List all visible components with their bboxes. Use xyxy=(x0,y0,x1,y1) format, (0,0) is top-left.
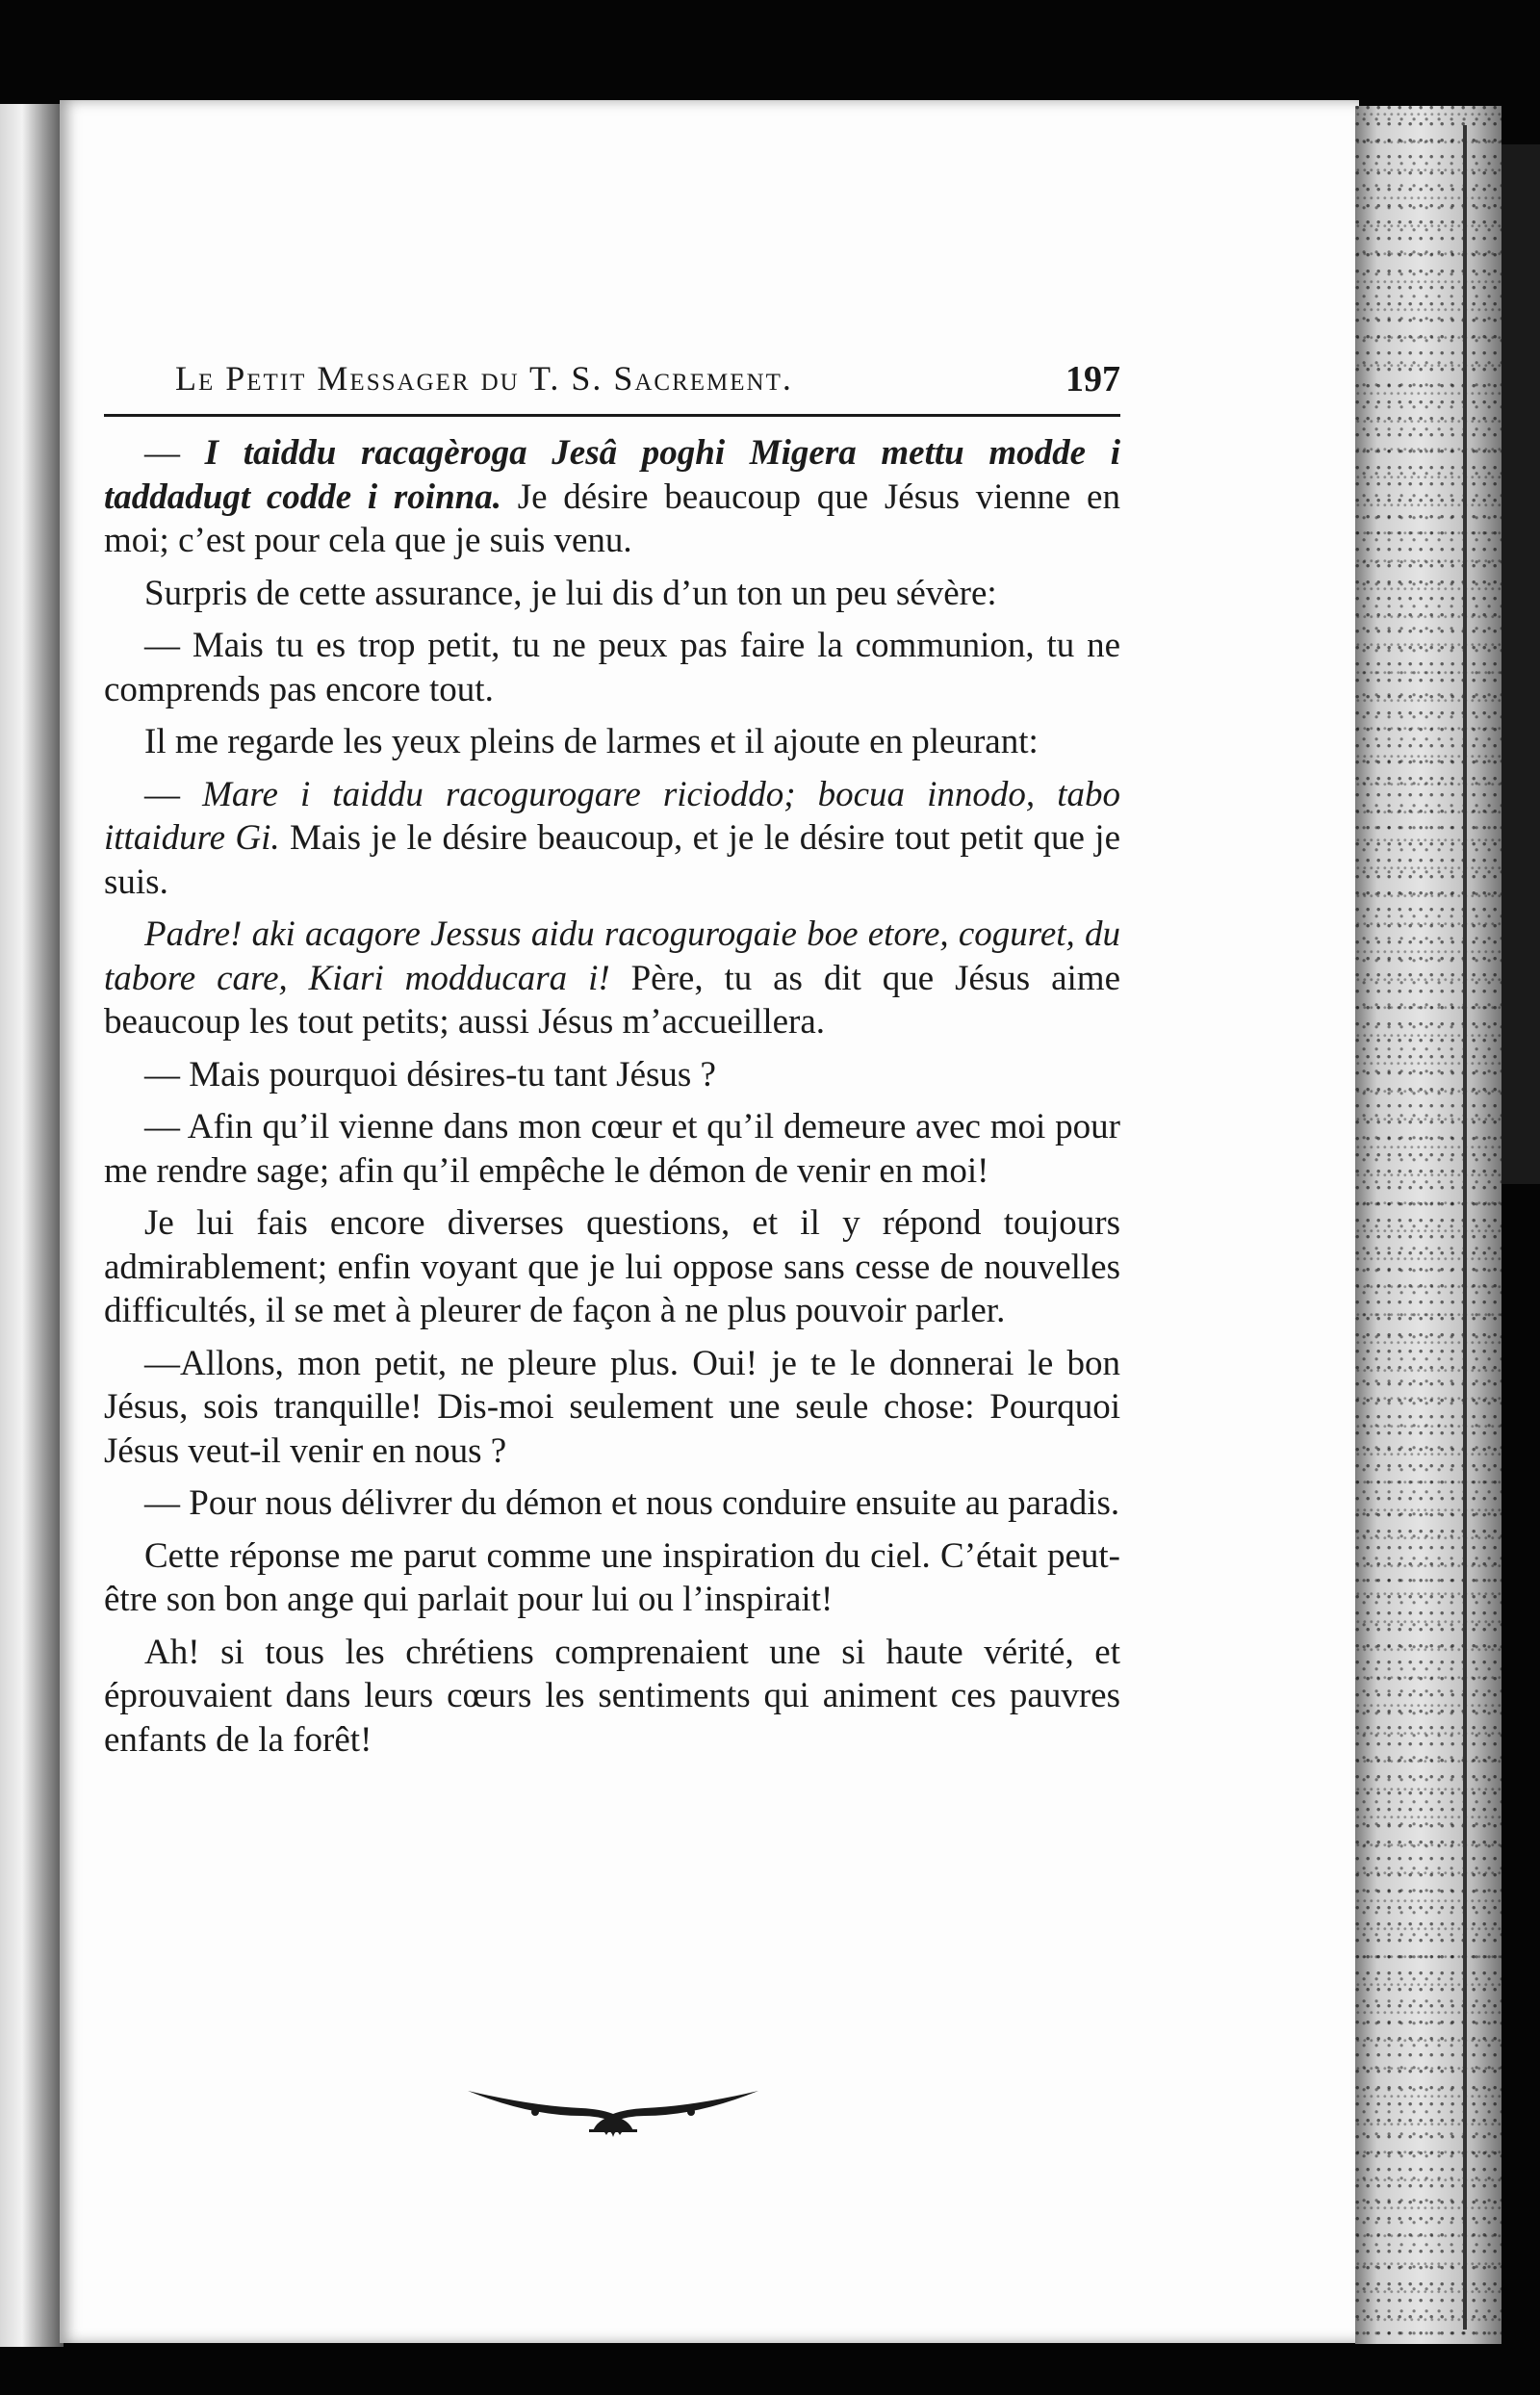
page-fore-edge xyxy=(1355,106,1502,2344)
paragraph: — Mare i taiddu racogurogare ricioddo; bocua innodo, tabo ittaidure Gi. Mais je le désire beaucoup, et je le désire tout petit que je suis. xyxy=(104,774,1121,902)
paragraph: — Afin qu’il vienne dans mon cœur et qu’il demeure avec moi pour me rendre sage; afin qu’il empêche le démon de venir en moi! xyxy=(104,1107,1120,1191)
tailpiece-ornament-icon xyxy=(466,2077,760,2141)
paragraph: Je lui fais encore diverses questions, et il y répond toujours admirablement; enfin voyant que je lui oppose sans cesse de nouvelles difficultés, il se met à pleurer de façon à ne plus pouvoir parler. xyxy=(104,1203,1120,1330)
paragraph: Padre! aki acagore Jessus aidu racogurogaie boe etore, coguret, du tabore care, Kiari modducara i! Père, tu as dit que Jésus aime beaucoup les tout petits; aussi Jésus m’accueillera. xyxy=(104,914,1120,1042)
fore-edge-shadow xyxy=(1463,125,1467,2330)
paragraph: — Mais pourquoi désires-tu tant Jésus ? xyxy=(144,1054,716,1094)
page-number: 197 xyxy=(1065,359,1120,399)
running-head xyxy=(104,358,1120,417)
previous-page-edge xyxy=(0,104,64,2347)
paragraph: — Mais tu es trop petit, tu ne peux pas faire la communion, tu ne comprends pas encore tout. xyxy=(104,626,1120,709)
indigenous-phrase: Mare i taiddu racogurogare ricioddo; bocua innodo, tabo ittaidure Gi. xyxy=(104,774,1121,858)
background-strip xyxy=(1502,144,1540,1184)
paragraph: —Allons, mon petit, ne pleure plus. Oui! je te le donnerai le bon Jésus, sois tranquille! Dis-moi seulement une seule chose: Pourquoi Jésus veut-il venir en nous ? xyxy=(104,1343,1120,1471)
paragraph: — Pour nous délivrer du démon et nous conduire ensuite au paradis. xyxy=(144,1483,1120,1523)
body-text xyxy=(104,431,1120,1770)
paragraph: Ah! si tous les chrétiens comprenaient une si haute vérité, et éprouvaient dans leurs cœurs les sentiments qui animent ces pauvres enfants de la forêt! xyxy=(104,1632,1120,1760)
indigenous-phrase: I taiddu racagèroga Jesâ poghi Migera mettu modde i taddadugt codde i roinna. xyxy=(104,433,1121,517)
running-head-title: Le Petit Messager du T. S. Sacrement. xyxy=(175,359,793,398)
paragraph: — I taiddu racagèroga Jesâ poghi Migera mettu modde i taddadugt codde i roinna. Je désire beaucoup que Jésus vienne en moi; c’est pour cela que je suis venu. xyxy=(104,433,1121,560)
indigenous-phrase: Padre! aki acagore Jessus aidu racogurogaie boe etore, coguret, du tabore care, Kiari modducara i! xyxy=(104,914,1120,998)
paragraph: Cette réponse me parut comme une inspiration du ciel. C’était peut-être son bon ange qui parlait pour lui ou l’inspirait! xyxy=(104,1535,1120,1619)
paragraph: Il me regarde les yeux pleins de larmes et il ajoute en pleurant: xyxy=(144,722,1039,761)
paragraph: Surpris de cette assurance, je lui dis d’un ton un peu sévère: xyxy=(144,573,997,613)
